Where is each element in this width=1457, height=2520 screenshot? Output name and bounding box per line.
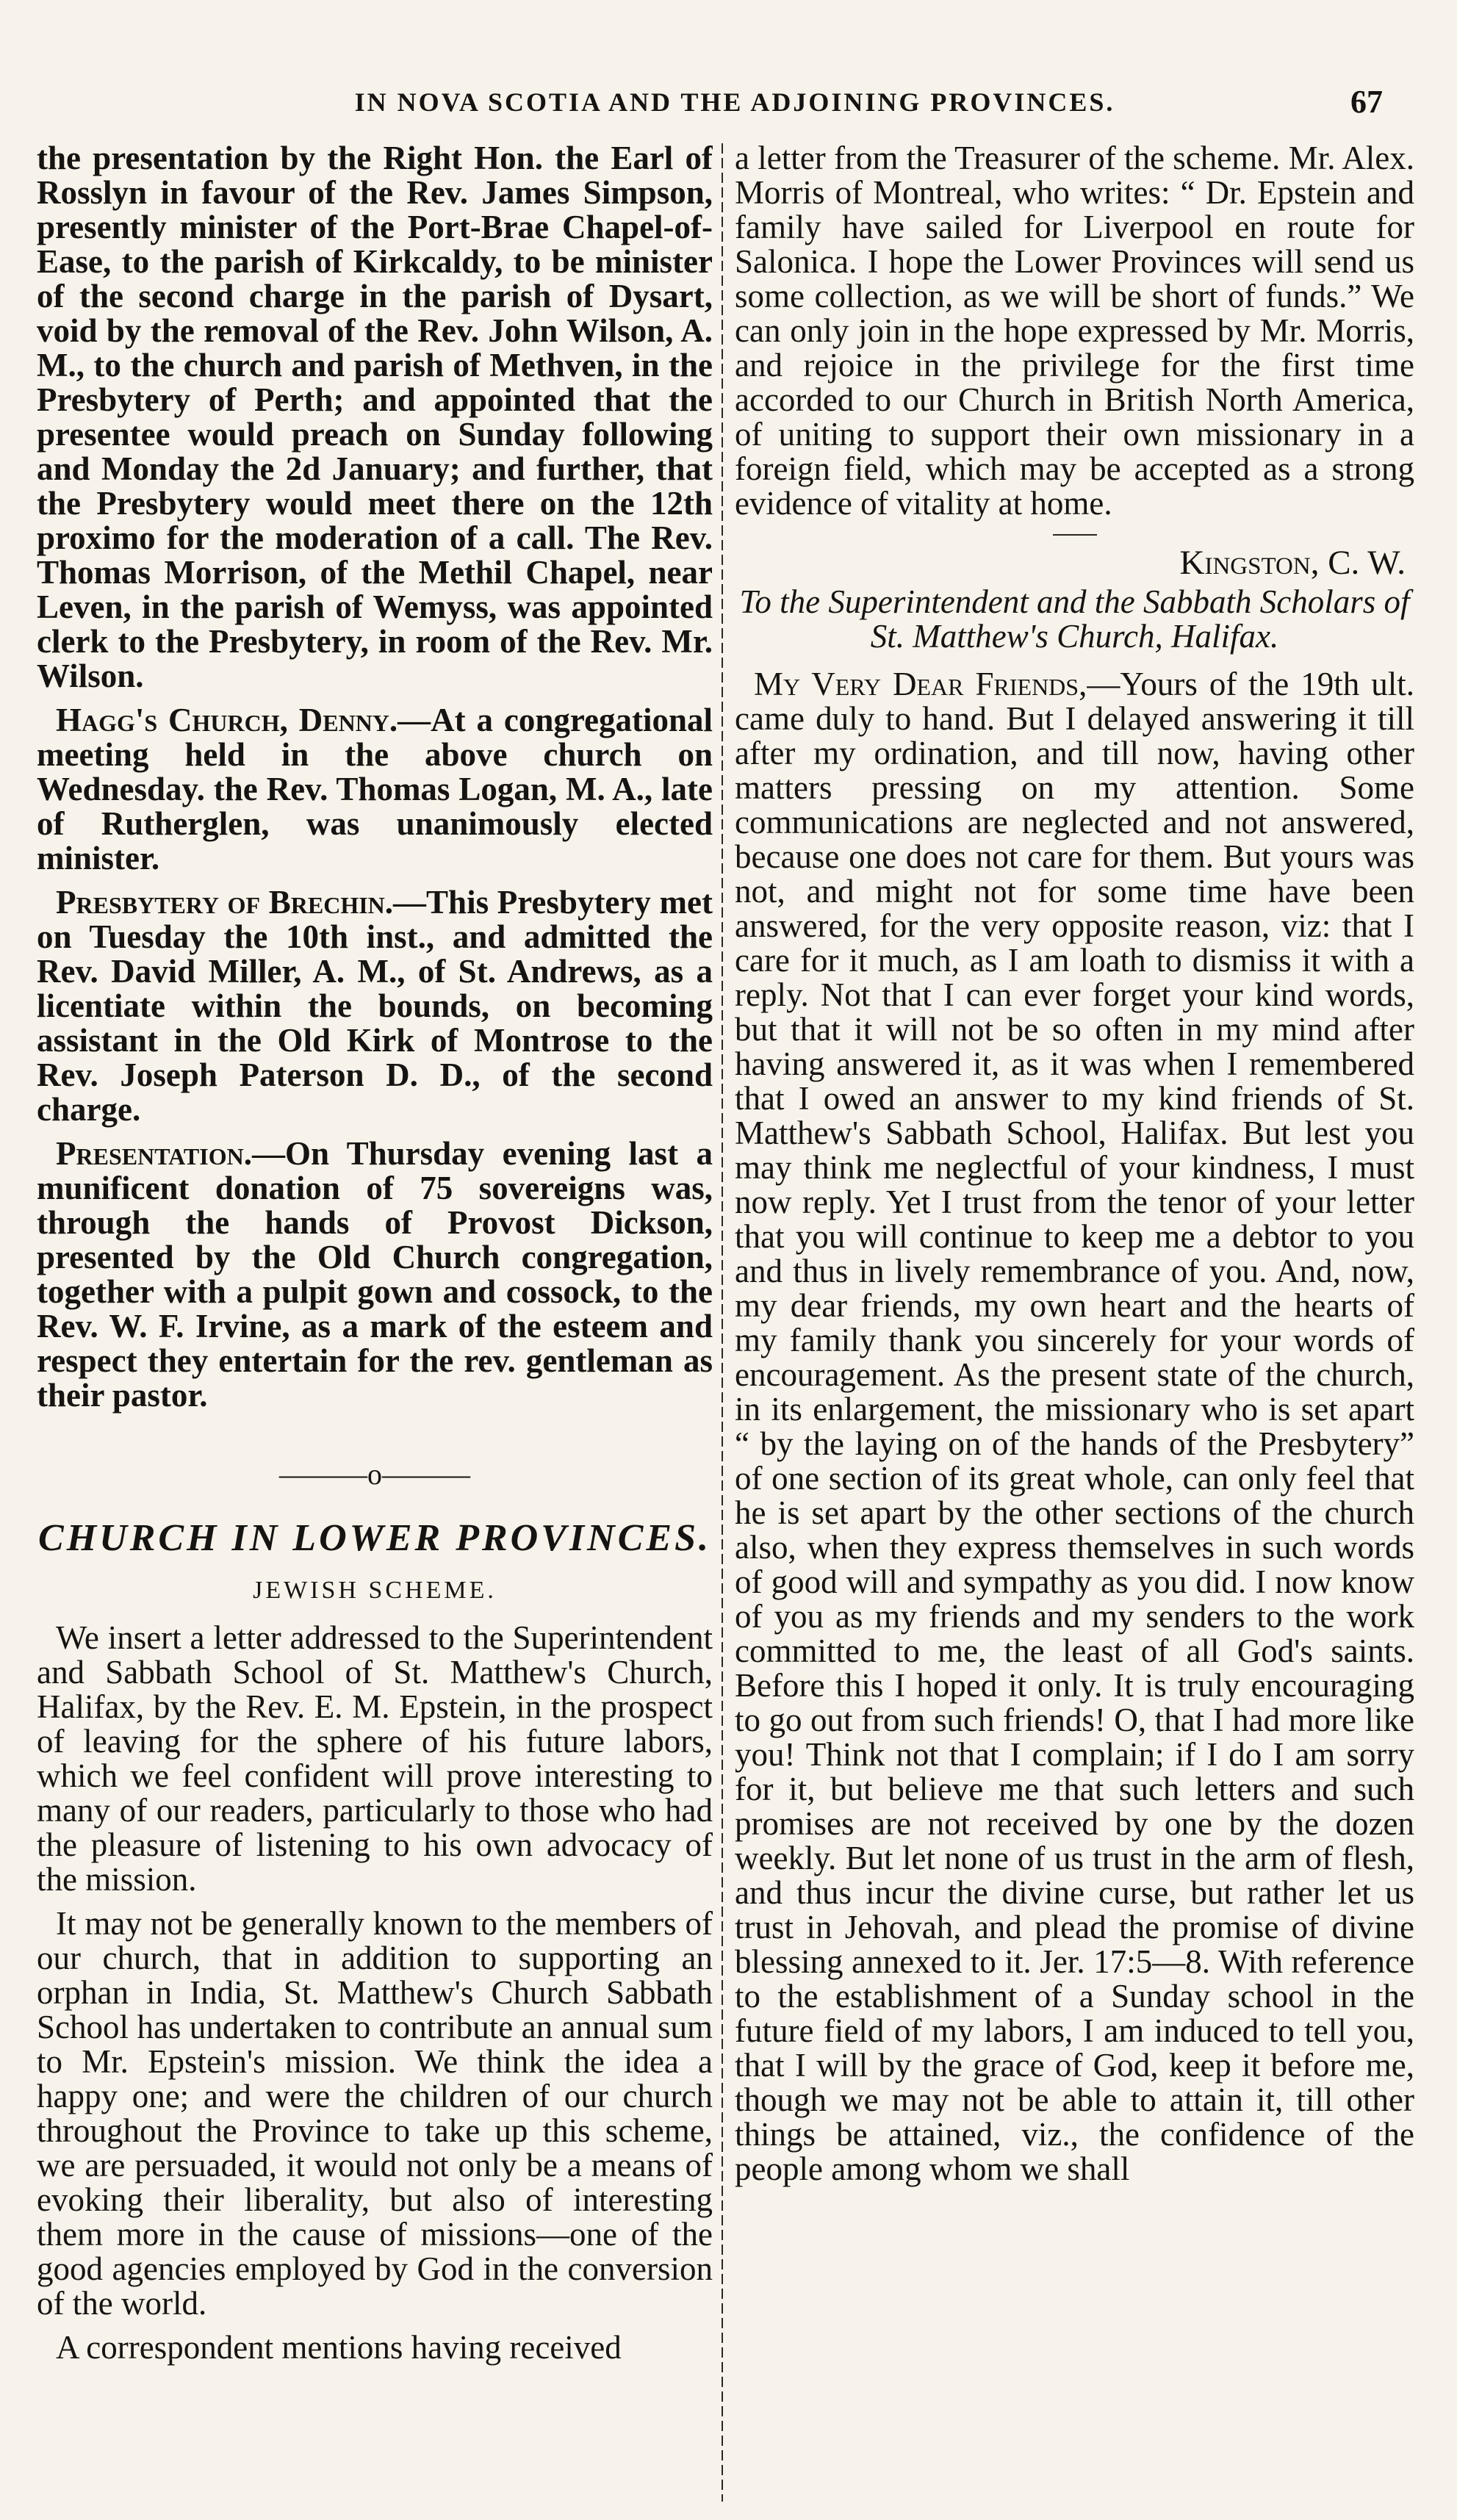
letter-salutation: My Very Dear Friends, xyxy=(754,666,1087,702)
paragraph-haggs-church xyxy=(37,703,713,876)
paragraph-letter-intro: We insert a letter addressed to the Superintendent and Sabbath School of St. Matthew's Church, Halifax, by the Rev. E. M. Epstein, in the prospect of leaving for the sphere of his future labors, which we feel confident will prove interesting to many of our readers, particularly to those who had the pleasure of listening to his own advocacy of the mission. xyxy=(37,1619,713,1898)
running-title: IN NOVA SCOTIA AND THE ADJOINING PROVINCES. xyxy=(354,87,1115,117)
paragraph-presentation xyxy=(37,1137,713,1413)
heading-presbytery-brechin: Presbytery of Brechin. xyxy=(56,884,394,921)
running-head xyxy=(73,76,1396,128)
paragraph-letter-body xyxy=(735,667,1414,2186)
letter-address: To the Superintendent and the Sabbath Scholars of St. Matthew's Church, Halifax. xyxy=(739,583,1410,655)
column-divider xyxy=(722,143,723,2502)
paragraph-presbytery-brechin xyxy=(37,885,713,1127)
section-title: CHURCH IN LOWER PROVINCES. xyxy=(38,1517,711,1559)
right-column xyxy=(735,141,1414,2510)
paragraph-treasurer-letter: a letter from the Treasurer of the scheme. Mr. Alex. Morris of Montreal, who writes: “ Dr. Epstein and family have sailed for Liverpool en route for Salonica. I hope the Lower Provinces will send us some collection, as we will be short of funds.” We can only join in the hope expressed by Mr. Morris, and rejoice in the privilege for the first time accorded to our Church in British North America, of uniting to support their own missionary in a foreign field, which may be accepted as a strong evidence of vitality at home. xyxy=(735,141,1414,522)
text-haggs-church: —At a congregational meeting held in the above church on Wednesday. the Rev. Thomas Logan, M. A., late of Rutherglen, was unanimously elected minister. xyxy=(37,702,713,876)
paragraph-orphan-support: It may not be generally known to the members of our church, that in addition to supporting an orphan in India, St. Matthew's Church Sabbath School has undertaken to contribute an annual sum to Mr. Epstein's mission. We think the idea a happy one; and were the children of our church throughout the Province to take up this scheme, we are persuaded, it would not only be a means of evoking their liberality, but also of interesting them more in the cause of missions—one of the good agencies employed by God in the conversion of the world. xyxy=(37,1905,713,2322)
text-presentation: —On Thursday evening last a munificent donation of 75 sovereigns was, through the hands of Provost Dickson, presented by the Old Church congregation, together with a pulpit gown and cossock, to the Rev. W. F. Irvine, as a mark of the esteem and respect they entertain for the rev. gentleman as their pastor. xyxy=(37,1135,713,1414)
heading-haggs-church: Hagg's Church, Denny. xyxy=(56,702,398,738)
paragraph-presentation-dysart: the presentation by the Right Hon. the Earl of Rosslyn in favour of the Rev. James Simpson, presently minister of the Port-Brae Chapel-of-Ease, to the parish of Kirkcaldy, to be minister of the second charge in the parish of Dysart, void by the removal of the Rev. John Wilson, A. M., to the church and parish of Methven, in the Presbytery of Perth; and appointed that the presentee would preach on Sunday following and Monday the 2d January; and further, that the Presbytery would meet there on the 12th proximo for the moderation of a call. The Rev. Thomas Morrison, of the Methil Chapel, near Leven, in the parish of Wemyss, was appointed clerk to the Presbytery, in room of the Rev. Mr. Wilson. xyxy=(37,141,713,694)
short-divider xyxy=(1053,534,1097,536)
dateline-kingston: Kingston, C. W. xyxy=(1179,544,1406,582)
subheading-jewish-scheme: JEWISH SCHEME. xyxy=(253,1577,497,1604)
paragraph-correspondent: A correspondent mentions having received xyxy=(56,2329,622,2366)
section-divider: ———o——— xyxy=(279,1458,470,1491)
letter-body-text: —Yours of the 19th ult. came duly to hand. But I delayed answering it till after my ordination, and till now, having other matters pressing on my attention. Some communications are neglected and not answered, because one does not care for them. But yours was not, and might not for some time have been answered, for the very opposite reason, viz: that I care for it much, as I am loath to dismiss it with a reply. Not that I can ever forget your kind words, but that it will not be so often in my mind after having answered it, as it was when I remembered that I owed an answer to my kind friends of St. Matthew's Sabbath School, Halifax. But lest you may think me neglectful of your kindness, I must now reply. Yet I trust from the tenor of your letter that you will continue to keep me a debtor to you and thus in lively remembrance of you. And, now, my dear friends, my own heart and the hearts of my family thank you sincerely for your words of encouragement. As the present state of the church, in its enlargement, the missionary who is set apart “ by the laying on of the hands of the Presbytery” of one section of its great whole, can only feel that he is set apart by the other sections of the church also, when they express themselves in such words of good will and sympathy as you did. I now know of you as my friends and my senders to the work committed to me, the least of all God's saints. Before this I hoped it only. It is truly encouraging to go out from such friends! O, that I had more like you! Think not that I complain; if I do I am sorry for it, but believe me that such letters and such promises are not received by one by the dozen weekly. But let none of us trust in the arm of flesh, and thus incur the divine curse, but rather let us trust in Jehovah, and plead the promise of divine blessing annexed to it. Jer. 17:5—8. With reference to the establishment of a Sunday school in the future field of my labors, I am induced to tell you, that I will by the grace of God, keep it before me, though we may not be able to attain it, till other things be attained, viz., the confidence of the people among whom we shall xyxy=(735,666,1414,2187)
page-number: 67 xyxy=(1350,84,1383,120)
left-column xyxy=(37,141,713,2510)
text-presbytery-brechin: —This Presbytery met on Tuesday the 10th inst., and admitted the Rev. David Miller, A. M., of St. Andrews, as a licentiate within the bounds, on becoming assistant in the Old Kirk of Montrose to the Rev. Joseph Paterson D. D., of the second charge. xyxy=(37,884,713,1128)
heading-presentation: Presentation. xyxy=(56,1135,252,1172)
